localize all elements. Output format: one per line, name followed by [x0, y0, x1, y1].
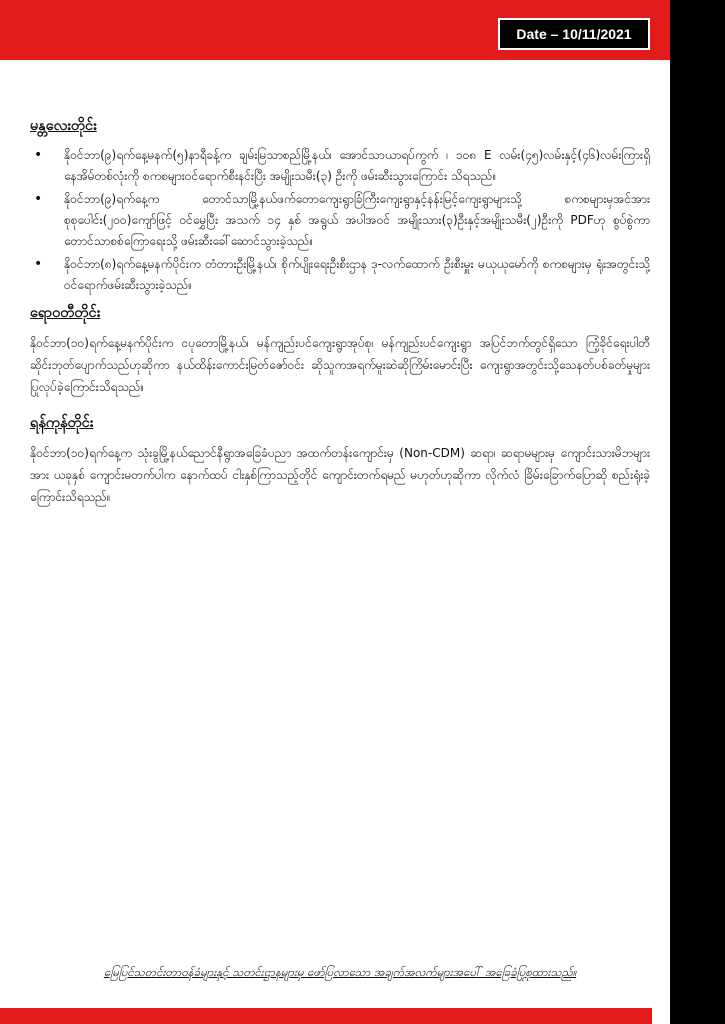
section-mandalay	[30, 115, 650, 296]
footer-red-bar	[0, 1008, 652, 1024]
section-title-mandalay: မန္တလေးတိုင်း	[30, 118, 97, 134]
footer-source-note: မြေပြင်သတင်းတာဝန်ခံများနှင့် သတင်းဌာနများမှ ဖော်ပြလာသော အချက်အလက်များအပေါ် အခြေခံပြုစုထားသည်။	[103, 965, 577, 979]
document-body	[30, 115, 650, 522]
paragraph-yangon: နိုဝင်ဘာ(၁၀)ရက်နေ့က သုံးခွမြို့နယ်ညောင်နီရွာအခြေခံပညာ အထက်တန်းကျောင်းမှ (Non-CDM) ဆရာ၊ ဆရာမများမှ ကျောင်းသားမိဘများအား ယခုနှစ် ကျောင်းမတက်ပါက နောက်ထပ် ငါးနှစ်ကြာသည့်တိုင် ကျောင်းတက်ရမည် မဟုတ်ဟုဆိုကာ လိုက်လံ ခြိမ်းခြောက်ပြောဆို စည်းရုံးခဲ့ကြောင်းသိရသည်။	[30, 446, 650, 504]
list-item: • နိုဝင်ဘာ(၉)ရက်နေ့မနက်(၅)နာရီခန့်က ချမ်းမြသာစည်မြို့နယ်၊ အောင်သာယာရပ်ကွက် ၊ ၁၀၈ E လမ်း(၄၅)လမ်းနှင့်(၄၆)လမ်းကြားရှိ နေအိမ်တစ်လုံးကို စကစများဝင်ရောက်စီးနင်းပြီး အမျိုးသမီး(၃) ဦးကို ဖမ်းဆီးသွားကြောင်း သိရသည်။	[64, 145, 650, 187]
date-badge: Date – 10/11/2021	[498, 18, 650, 50]
section-magway	[30, 302, 650, 398]
section-yangon	[30, 412, 650, 508]
side-black-bar	[670, 0, 725, 1024]
section-title-magway: ရောဝတီတိုင်း	[30, 305, 101, 321]
section-title-yangon: ရန်ကုန်တိုင်း	[30, 415, 94, 431]
list-item: • နိုဝင်ဘာ(၉)ရက်နေ့က တောင်သာမြို့နယ်ဖက်တောကျေးရွာခြံကြီးကျေးရွာနှင့်နန်းမြင့်ကျေးရွာများသို့ စကစများမှအင်အား စုစုပေါင်း(၂၀၀)ကျော်ဖြင့် ဝင်မွှေပြီး အသက် ၁၄ နှစ် အရွယ် အပါအဝင် အမျိုးသား(၃)ဦးနှင့်အမျိုးသမီး(၂)ဦးကို PDFဟု စွပ်စွဲကာ တောင်သာစစ်ကြောရေးသို့ ဖမ်းဆီးခေါ်ဆောင်သွားခဲ့သည်။	[64, 189, 650, 252]
list-item: • နိုဝင်ဘာ(၈)ရက်နေ့မနက်ပိုင်းက တံတားဦးမြို့နယ်၊ စိုက်ပျိုးရေးဦးစီးဌာန ဒု-လက်ထောက် ဦးစီးမှူး မယုယုမော်ကို စကစများမှ ရုံးအတွင်းသို့ ဝင်ရောက်ဖမ်းဆီးသွားခဲ့သည်။	[64, 254, 650, 296]
bullet-list-mandalay	[30, 145, 650, 296]
paragraph-magway: နိုဝင်ဘာ(၁၀)ရက်နေ့မနက်ပိုင်းက ငပုတောမြို့နယ်၊ မန်ကျည်းပင်ကျေးရွာအုပ်စု၊ မန်ကျည်းပင်ကျေးရွာ အပြင်ဘက်တွင်ရှိသော ကြံ့ခိုင်ရေးပါတီဆိုင်းဘုတ်ပျောက်သည်ဟုဆိုကာ နယ်ထိန်းကောင်းမြတ်ဇော်ဝင်း ဆိုသူကအရက်မူးဆဲဆိုကြိမ်းမောင်းပြီး ကျေးရွာအတွင်းသို့သေနတ်ပစ်ခတ်မှုများပြုလုပ်ခဲ့ကြောင်းသိရသည်။	[30, 336, 650, 394]
